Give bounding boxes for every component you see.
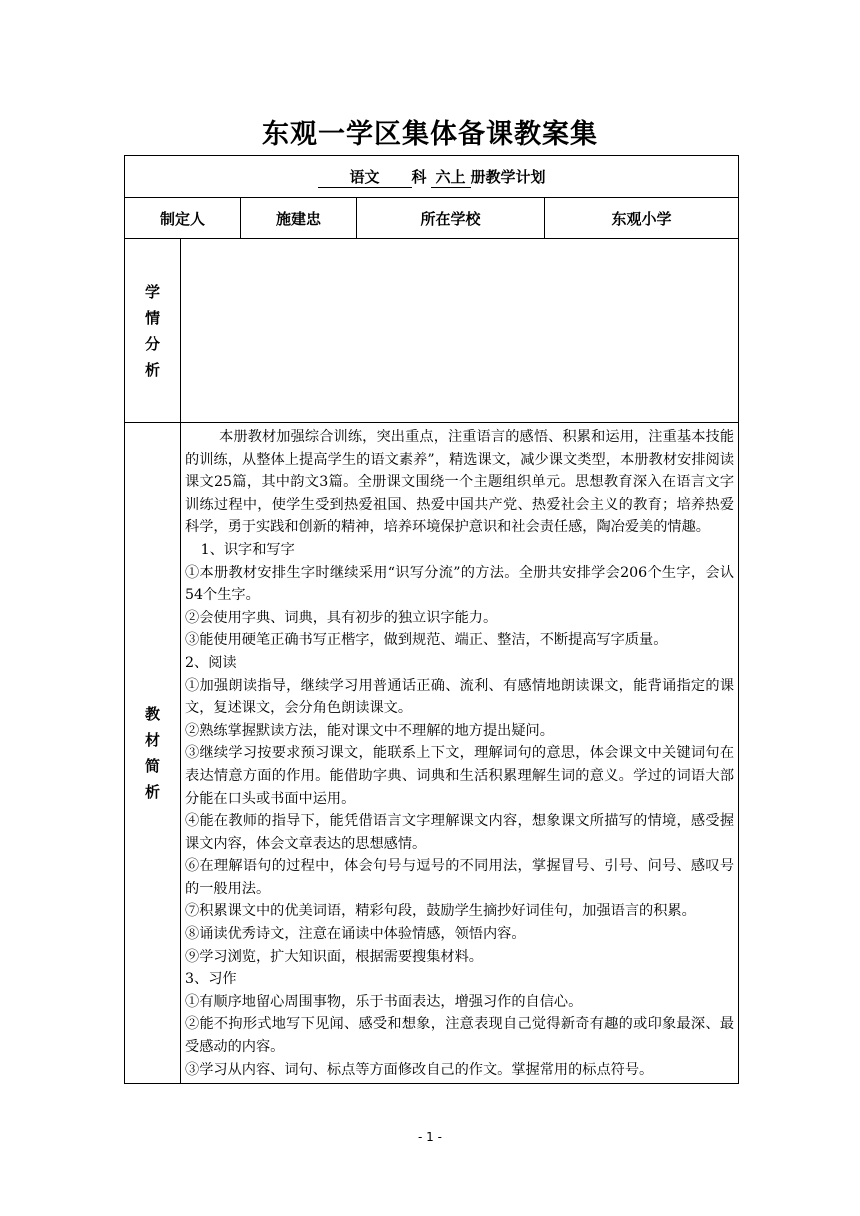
author-value: 施建忠 <box>241 198 357 239</box>
info-row <box>125 198 739 239</box>
list-item: ①本册教材安排生字时继续采用“识写分流”的方法。全册共安排学会206个生字，会认54个生字。 <box>185 564 735 604</box>
list-item: ⑥在理解语句的过程中，体会句号与逗号的不同用法，掌握冒号、引号、问号、感叹号的一般用法。 <box>185 858 735 897</box>
student-analysis-row <box>125 239 739 423</box>
textbook-analysis-label: 教 材 简 析 <box>125 423 181 1084</box>
section-heading-literacy: 1、识字和写字 <box>200 541 295 558</box>
list-item: ③能使用硬笔正确书写正楷字，做到规范、端正、整洁，不断提高写字质量。 <box>185 632 668 649</box>
list-item: ②能不拘形式地写下见闻、感受和想象，注意表现自己觉得新奇有趣的或印象最深、最受感动的内容。 <box>185 1016 735 1056</box>
student-analysis-label: 学 情 分 析 <box>125 239 181 423</box>
subject-suffix: 科 <box>411 167 427 186</box>
author-label: 制定人 <box>125 198 241 239</box>
lesson-plan-table <box>124 155 739 1084</box>
list-item: ③学习从内容、词句、标点等方面修改自己的作文。掌握常用的标点符号。 <box>185 1061 654 1078</box>
page-number: - 1 - <box>418 1130 442 1144</box>
textbook-analysis-content <box>181 423 739 1084</box>
list-item: ⑦积累课文中的优美词语，精彩句段，鼓励学生摘抄好词佳句，加强语言的积累。 <box>185 903 696 920</box>
list-item: ③继续学习按要求预习课文，能联系上下文，理解词句的意思，体会课文中关键词句在表达情意方面的作用。能借助字典、词典和生活积累理解生词的意义。学过的词语大部分能在口头或书面中运用。 <box>185 745 735 807</box>
subject-value: 语文 <box>318 166 412 188</box>
school-value: 东观小学 <box>545 198 739 239</box>
list-item: ⑨学习浏览，扩大知识面，根据需要搜集材料。 <box>185 948 483 965</box>
subject-row <box>125 156 739 198</box>
textbook-analysis-row <box>125 423 739 1084</box>
list-item: ④能在教师的指导下，能凭借语言文字理解课文内容，想象课文所描写的情境，感受握课文内容，体会文章表达的思想感情。 <box>185 813 735 852</box>
section-heading-reading: 2、阅读 <box>185 654 237 671</box>
list-item: ②会使用字典、词典，具有初步的独立识字能力。 <box>185 609 498 626</box>
list-item: ①有顺序地留心周围事物，乐于书面表达，增强习作的自信心。 <box>185 993 583 1010</box>
grade-value: 六上 <box>431 166 471 188</box>
subject-line <box>125 156 739 198</box>
list-item: ②熟练掌握默读方法，能对课文中不理解的地方提出疑问。 <box>185 722 554 739</box>
list-item: ⑧诵读优秀诗文，注意在诵读中体验情感，领悟内容。 <box>185 926 526 943</box>
intro-paragraph: 本册教材加强综合训练，突出重点，注重语言的感悟、积累和运用，注重基本技能的训练，从整体上提高学生的语文素养”，精选课文，减少课文类型，本册教材安排阅读课文25篇，其中韵文3篇。全册课文围绕一个主题组织单元。思想教育深入在语言文字训练过程中，使学生受到热爱祖国、热爱中国共产党、热爱社会主义的教育；培养热爱科学，勇于实践和创新的精神，培养环境保护意识和社会责任感，陶冶爱美的情趣。 <box>185 429 735 536</box>
school-label: 所在学校 <box>357 198 545 239</box>
list-item: ①加强朗读指导，继续学习用普通话正确、流利、有感情地朗读课文，能背诵指定的课文，复述课文，会分角色朗读课文。 <box>185 677 735 717</box>
section-heading-writing: 3、习作 <box>185 971 237 988</box>
student-analysis-content <box>181 239 739 423</box>
document-title: 东观一学区集体备课教案集 <box>262 119 598 150</box>
grade-suffix: 册教学计划 <box>470 167 546 186</box>
